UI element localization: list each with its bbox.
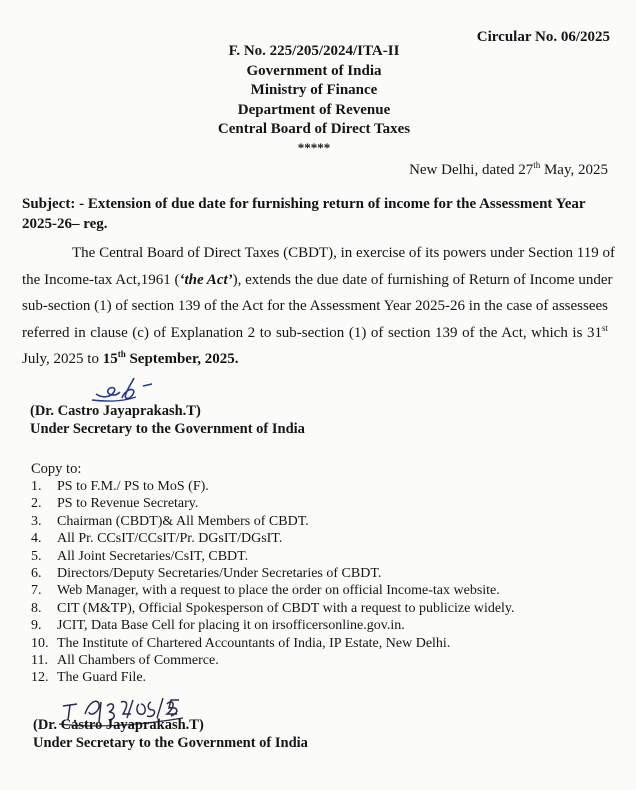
item-number: 12. — [31, 670, 49, 686]
date-superscript: th — [533, 160, 541, 170]
list-item — [31, 530, 515, 547]
list-item — [31, 617, 515, 634]
item-number: 2. — [31, 496, 42, 512]
subject-line-1: Subject: - Extension of due date for furnishing return of income for the Assessment Year — [22, 196, 586, 212]
signatory-designation: Under Secretary to the Government of India — [30, 421, 305, 437]
item-number: 9. — [31, 618, 42, 634]
government-name: Government of India — [246, 62, 382, 79]
item-text: PS to F.M./ PS to MoS (F). — [57, 479, 209, 494]
list-item — [31, 635, 515, 652]
ordinal-sup: th — [117, 349, 126, 359]
item-text: Web Manager, with a request to place the order on official Income-tax website. — [57, 583, 500, 599]
para-line-1: The Central Board of Direct Taxes (CBDT), in exercise of its powers under Section 119 of — [72, 245, 615, 261]
list-item — [31, 669, 515, 686]
list-item — [31, 565, 515, 582]
subject-line-2: 2025-26– reg. — [22, 216, 108, 232]
place-and-date — [409, 160, 608, 179]
para-text: ), extends the due date of furnishing of Return of Income under — [232, 271, 613, 288]
para-text: July, 2025 to — [22, 351, 103, 367]
item-text: PS to Revenue Secretary. — [57, 496, 199, 512]
item-text: All Pr. CCsIT/CCsIT/Pr. DGsIT/DGsIT. — [57, 531, 283, 547]
para-line-4 — [22, 320, 608, 347]
para-text: referred in clause (c) of Explanation 2 to sub-section (1) of section 139 of the Act, which is 31 — [22, 324, 602, 341]
item-number: 11. — [31, 652, 48, 668]
signatory-name-2: (Dr. Castro Jayaprakash.T) — [33, 717, 204, 733]
item-number: 4. — [31, 531, 42, 547]
letterhead — [0, 42, 636, 155]
para-text: the Income-tax Act,1961 ( — [22, 271, 180, 288]
item-number: 1. — [31, 479, 42, 494]
date-prefix: New Delhi, dated 27 — [409, 162, 534, 178]
para-line-2 — [22, 267, 613, 294]
item-text: JCIT, Data Base Cell for placing it on irsofficersonline.gov.in. — [57, 618, 405, 634]
ordinal-sup: st — [601, 322, 608, 333]
item-number: 3. — [31, 513, 42, 529]
copy-to-list — [31, 478, 515, 687]
item-text: All Chambers of Commerce. — [57, 652, 219, 668]
signatory-name: (Dr. Castro Jayaprakash.T) — [30, 403, 201, 419]
item-text: The Institute of Chartered Accountants of India, IP Estate, New Delhi. — [57, 635, 451, 651]
ministry-name: Ministry of Finance — [250, 82, 378, 99]
item-number: 5. — [31, 548, 42, 564]
para-line-5 — [22, 346, 608, 373]
due-day: 15 — [102, 351, 118, 367]
item-number: 6. — [31, 565, 42, 581]
item-text: CIT (M&TP), Official Spokesperson of CBDT with a request to publicize widely. — [57, 600, 515, 616]
department-name: Department of Revenue — [237, 101, 391, 118]
date-suffix: May, 2025 — [540, 162, 608, 178]
list-item — [31, 495, 515, 512]
item-number: 8. — [31, 600, 42, 616]
list-item — [31, 548, 515, 565]
star-separator: ***** — [297, 139, 331, 155]
file-number: F. No. 225/205/2024/ITA-II — [228, 43, 400, 59]
board-name: Central Board of Direct Taxes — [217, 121, 411, 138]
copy-to-title: Copy to: — [31, 461, 82, 477]
act-short-title: ‘the Act’ — [179, 271, 233, 288]
list-item — [31, 600, 515, 617]
list-item — [31, 582, 515, 599]
item-text: The Guard File. — [57, 670, 147, 686]
list-item — [31, 513, 515, 530]
item-number: 10. — [31, 635, 49, 651]
new-due-date — [103, 351, 239, 367]
item-text: All Joint Secretaries/CsIT, CBDT. — [57, 548, 249, 564]
due-month-year: September, 2025. — [125, 351, 239, 367]
item-text: Chairman (CBDT)& All Members of CBDT. — [57, 513, 309, 529]
list-item — [31, 478, 515, 495]
item-number: 7. — [31, 583, 42, 599]
signature-sd-mark — [90, 372, 160, 406]
list-item — [31, 652, 515, 669]
item-text: Directors/Deputy Secretaries/Under Secretaries of CBDT. — [57, 565, 382, 581]
para-line-3: sub-section (1) of section 139 of the Act for the Assessment Year 2025-26 in the case of assessees — [22, 298, 608, 314]
circular-number: Circular No. 06/2025 — [476, 29, 610, 45]
signatory-designation-2: Under Secretary to the Government of India — [33, 735, 308, 751]
subject-line — [22, 194, 608, 234]
body-paragraph — [22, 240, 615, 373]
